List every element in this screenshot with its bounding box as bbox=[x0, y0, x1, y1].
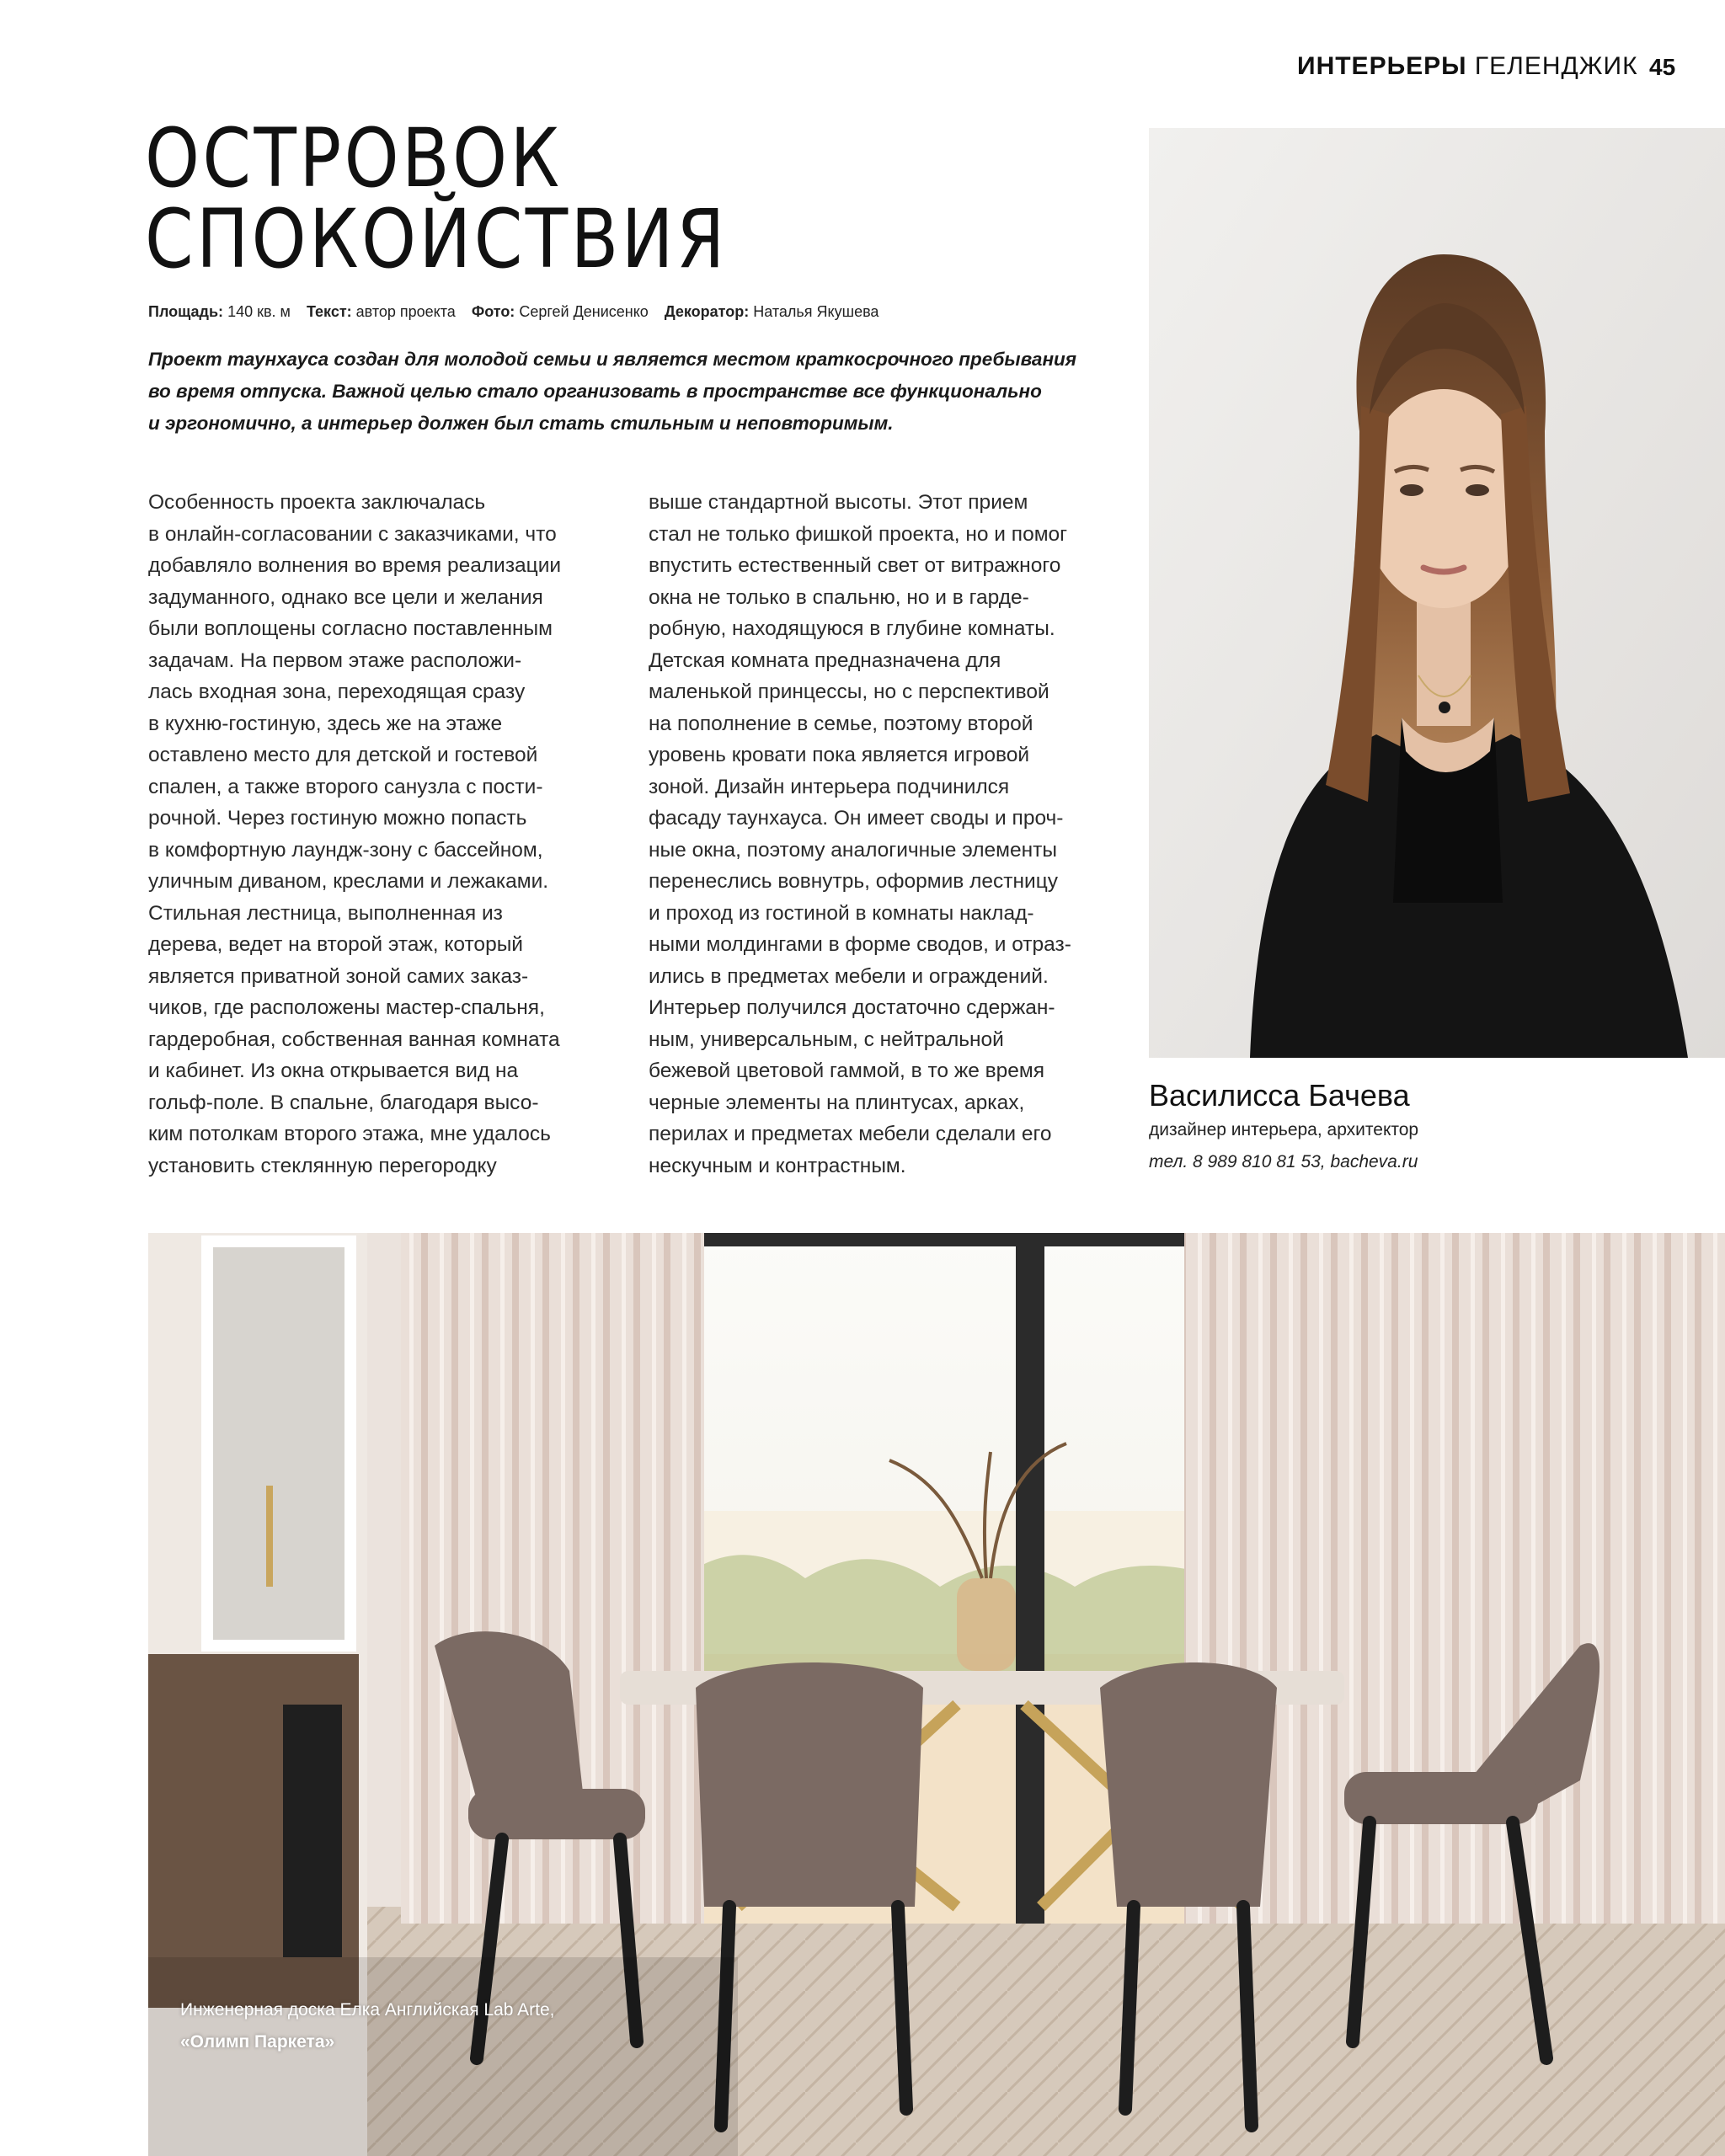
body-line: в комфортную лаундж-зону с бассейном, bbox=[148, 838, 543, 862]
body-line: ким потолкам второго этажа, мне удалось bbox=[148, 1123, 551, 1145]
body-line: Интерьер получился достаточно сдержан- bbox=[649, 996, 1055, 1019]
photo-label: Фото: bbox=[471, 303, 515, 320]
body-line: ными молдингами в форме сводов, и отраз- bbox=[649, 933, 1071, 956]
body-line: ным, универсальным, с нейтральной bbox=[649, 1027, 1004, 1051]
area-value: 140 кв. м bbox=[227, 303, 291, 320]
body-line: уровень кровати пока является игровой bbox=[649, 744, 1030, 766]
title-line: СПОКОЙСТВИЯ bbox=[145, 192, 728, 286]
body-line: Детская комната предназначена для bbox=[649, 648, 1001, 672]
body-line: лась входная зона, переходящая сразу bbox=[148, 680, 526, 703]
body-column-2 bbox=[649, 487, 1120, 1182]
body-line: нескучным и контрастным. bbox=[649, 1154, 906, 1177]
body-line: ные окна, поэтому аналогичные элементы bbox=[649, 838, 1057, 862]
body-line: окна не только в спальню, но и в гарде- bbox=[649, 585, 1029, 609]
decorator-label: Декоратор: bbox=[664, 303, 750, 320]
body-line: уличным диваном, креслами и лежаками. bbox=[148, 870, 549, 893]
body-line: в кухню-гостиную, здесь же на этаже bbox=[148, 712, 503, 735]
body-line: были воплощены согласно поставленным bbox=[148, 617, 553, 640]
body-line: Стильная лестница, выполненная из bbox=[148, 901, 503, 925]
photo-caption bbox=[180, 1994, 555, 2058]
body-line: перилах и предметах мебели сделали его bbox=[649, 1123, 1052, 1145]
body-line: ились в предметах мебели и ограждений. bbox=[649, 964, 1049, 988]
decorator-value: Наталья Якушева bbox=[753, 303, 879, 320]
body-line: гольф-поле. В спальне, благодаря высо- bbox=[148, 1091, 539, 1114]
body-line: является приватной зоной самих заказ- bbox=[148, 964, 529, 988]
body-line: бежевой цветовой гаммой, в то же время bbox=[649, 1059, 1045, 1082]
body-line: стал не только фишкой проекта, но и помог bbox=[649, 522, 1068, 546]
body-line: зоной. Дизайн интерьера подчинился bbox=[649, 775, 1010, 798]
body-line: Особенность проекта заключалась bbox=[148, 491, 486, 514]
page-number: 45 bbox=[1649, 54, 1676, 80]
designer-role: дизайнер интерьера, архитектор bbox=[1149, 1120, 1419, 1139]
designer-contact: тел. 8 989 810 81 53, bacheva.ru bbox=[1149, 1152, 1418, 1171]
article-title bbox=[145, 111, 797, 286]
section-name-city: ГЕЛЕНДЖИК bbox=[1474, 52, 1638, 80]
body-line: оставлено место для детской и гостевой bbox=[148, 744, 538, 766]
lead-line: во время отпуска. Важной целью стало организовать в пространстве все функционально bbox=[148, 381, 1042, 402]
text-label: Текст: bbox=[306, 303, 352, 320]
body-line: и кабинет. Из окна открывается вид на bbox=[148, 1059, 519, 1082]
body-line: маленькой принцессы, но с перспективой bbox=[649, 680, 1049, 703]
body-line: чиков, где расположены мастер-спальня, bbox=[148, 996, 545, 1019]
lead-line: Проект таунхауса создан для молодой семьи и является местом краткосрочного пребывания bbox=[148, 349, 1077, 370]
article-lead bbox=[148, 344, 1117, 440]
title-line: ОСТРОВОК bbox=[145, 111, 563, 205]
caption-brand: «Олимп Паркета» bbox=[180, 2032, 335, 2052]
section-header bbox=[1297, 52, 1638, 81]
body-line: на пополнение в семье, поэтому второй bbox=[649, 712, 1033, 735]
body-line: в онлайн-согласовании с заказчиками, что bbox=[148, 522, 557, 546]
text-value: автор проекта bbox=[355, 303, 456, 320]
body-line: перенеслись вовнутрь, оформив лестницу bbox=[649, 870, 1059, 893]
body-line: добавляло волнения во время реализации bbox=[148, 554, 562, 577]
body-line: впустить естественный свет от витражного bbox=[649, 554, 1061, 577]
photo-value: Сергей Денисенко bbox=[519, 303, 649, 320]
body-line: фасаду таунхауса. Он имеет своды и проч- bbox=[649, 807, 1064, 830]
body-line: дерева, ведет на второй этаж, который bbox=[148, 933, 523, 956]
body-column-1 bbox=[148, 487, 620, 1182]
lead-line: и эргономично, а интерьер должен был стать стильным и неповторимым. bbox=[148, 413, 894, 434]
article-credits bbox=[148, 303, 879, 321]
body-line: гардеробная, собственная ванная комната bbox=[148, 1027, 560, 1051]
section-name-bold: ИНТЕРЬЕРЫ bbox=[1297, 52, 1467, 80]
body-line: спален, а также второго санузла с пости- bbox=[148, 775, 543, 798]
body-line: установить стеклянную перегородку bbox=[148, 1154, 497, 1177]
designer-portrait-photo bbox=[1149, 128, 1725, 1058]
body-line: и проход из гостиной в комнаты наклад- bbox=[649, 901, 1034, 925]
body-line: выше стандартной высоты. Этот прием bbox=[649, 491, 1028, 514]
designer-name: Василисса Бачева bbox=[1149, 1078, 1410, 1113]
caption-line: Инженерная доска Елка Английская Lab Arte, bbox=[180, 2000, 555, 2020]
area-label: Площадь: bbox=[148, 303, 224, 320]
body-line: рочной. Через гостиную можно попасть bbox=[148, 807, 527, 830]
body-line: задачам. На первом этаже расположи- bbox=[148, 648, 522, 672]
body-line: задуманного, однако все цели и желания bbox=[148, 585, 543, 609]
body-line: черные элементы на плинтусах, арках, bbox=[649, 1091, 1025, 1114]
body-line: робную, находящуюся в глубине комнаты. bbox=[649, 617, 1055, 640]
